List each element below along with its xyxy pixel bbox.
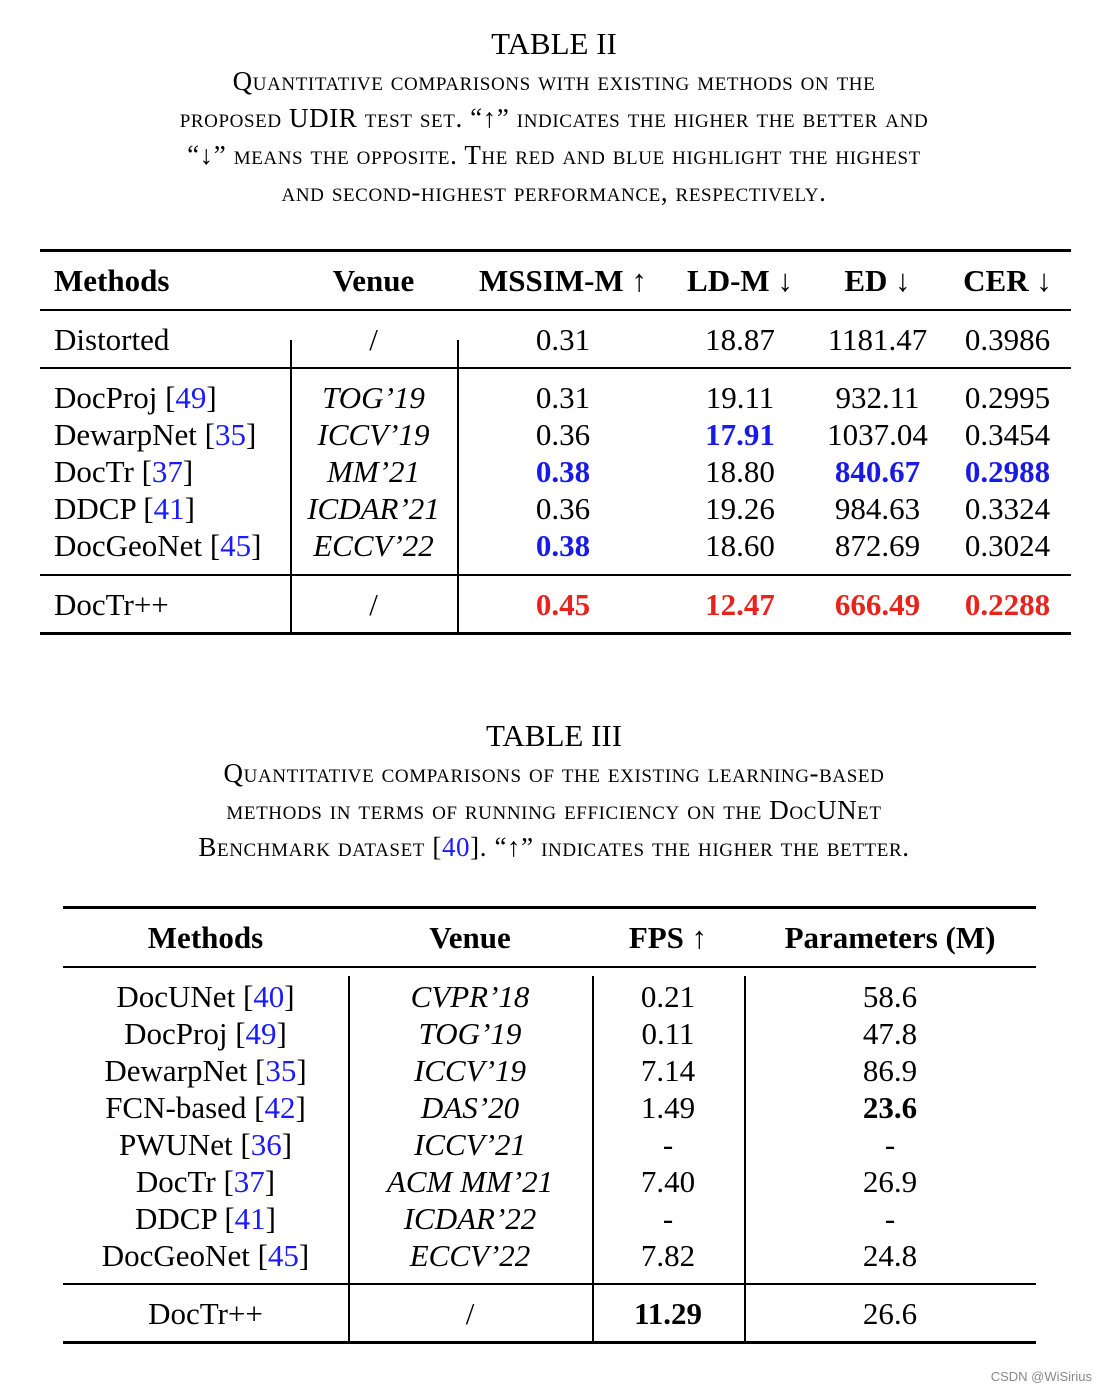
citation-link[interactable]: 40 <box>441 832 471 862</box>
table2-method: DDCP [41] <box>54 491 195 526</box>
table2-mssim: 0.31 <box>535 380 591 415</box>
table2-ld-second: 17.91 <box>705 417 775 452</box>
table3-params: - <box>884 1201 896 1236</box>
table3-header-params: Parameters (M) <box>784 920 996 955</box>
table2-cer: 0.3024 <box>964 528 1051 563</box>
table3-venue: ICCV’19 <box>414 1053 526 1088</box>
table3-header-venue: Venue <box>429 920 511 955</box>
table2-cer-second: 0.2988 <box>964 454 1051 489</box>
citation-link[interactable]: 37 <box>151 454 183 489</box>
table3-caption-line: Quantitative comparisons of the existing learning-based <box>223 758 885 788</box>
citation-link[interactable]: 45 <box>267 1238 299 1273</box>
table2-caption-line: and second-highest performance, respectively. <box>281 177 827 207</box>
table2-cer: 0.3454 <box>964 417 1051 452</box>
table2-method-name: DDCP <box>54 491 136 526</box>
table3-caption <box>0 755 1108 866</box>
table2-caption-line: proposed UDIR test set. “↑” indicates the higher the better and <box>179 103 929 133</box>
table3-caption-line: methods in terms of running efficiency on the DocUNet <box>226 795 882 825</box>
table3-method: DocProj [49] <box>124 1016 287 1051</box>
table3-caption-line <box>0 829 1108 866</box>
table3-params: 24.8 <box>862 1238 918 1273</box>
table2-method-name: DocProj <box>54 380 158 415</box>
table3-params: 86.9 <box>862 1053 918 1088</box>
table2-cer-best: 0.2288 <box>964 587 1051 622</box>
citation-link[interactable]: 40 <box>253 979 285 1014</box>
watermark: CSDN @WiSirius <box>990 1369 1092 1384</box>
table3-method: DocUNet [40] <box>116 979 295 1014</box>
table2-venue: ICDAR’21 <box>307 491 440 526</box>
table2-header-ld: LD-M ↓ <box>687 263 793 298</box>
table3-method-name: DewarpNet <box>104 1053 248 1088</box>
table2-venue: TOG’19 <box>322 380 425 415</box>
table3-fps-best: 11.29 <box>633 1296 703 1331</box>
table3-header-methods: Methods <box>147 920 264 955</box>
table2-method-name: DocGeoNet <box>54 528 203 563</box>
table3-header-fps: FPS ↑ <box>628 920 708 955</box>
table2-ed-second: 840.67 <box>834 454 921 489</box>
table3-method: FCN-based [42] <box>105 1090 306 1125</box>
table2-caption-line: Quantitative comparisons with existing methods on the <box>232 66 876 96</box>
table2-vrule <box>457 340 459 634</box>
table2-header-methods: Methods <box>54 263 170 298</box>
citation-link[interactable]: 42 <box>264 1090 296 1125</box>
table3-venue: ICCV’21 <box>414 1127 526 1162</box>
table3-venue: ICDAR’22 <box>403 1201 537 1236</box>
table3-venue: CVPR’18 <box>410 979 530 1014</box>
table3-method: DDCP [41] <box>135 1201 276 1236</box>
table2-header-ed: ED ↓ <box>844 263 911 298</box>
table3-method-name: FCN-based <box>105 1090 247 1125</box>
table2-ed: 1181.47 <box>827 322 928 357</box>
table3-fps: 7.82 <box>640 1238 696 1273</box>
table2-mssim: 0.36 <box>535 417 591 452</box>
table2-ld: 19.26 <box>705 491 775 526</box>
table2-header-venue: Venue <box>332 263 415 298</box>
table2-venue: / <box>369 587 378 622</box>
table2-mssim: 0.36 <box>535 491 591 526</box>
caption-text: ]. “↑” indicates the higher the better. <box>470 832 910 862</box>
citation-link[interactable]: 49 <box>175 380 207 415</box>
table3-top-rule <box>63 906 1036 909</box>
table2-ed: 932.11 <box>835 380 920 415</box>
table2-method: DocProj [49] <box>54 380 217 415</box>
table3-params: 58.6 <box>862 979 918 1014</box>
table2-cer: 0.3986 <box>964 322 1051 357</box>
citation-link[interactable]: 35 <box>214 417 246 452</box>
table2-mssim-second: 0.38 <box>535 528 591 563</box>
table3-venue: TOG’19 <box>418 1016 522 1051</box>
table2-mssim: 0.31 <box>535 322 591 357</box>
caption-text: Benchmark dataset [ <box>198 832 442 862</box>
table2-method-name: DewarpNet <box>54 417 197 452</box>
table2-caption <box>0 63 1108 211</box>
table2-method: Distorted <box>54 322 170 357</box>
table2-mssim-best: 0.45 <box>535 587 591 622</box>
citation-link[interactable]: 36 <box>250 1127 282 1162</box>
table3-params: 47.8 <box>862 1016 918 1051</box>
table3-venue: ACM MM’21 <box>386 1164 554 1199</box>
table2-ld-best: 12.47 <box>705 587 775 622</box>
table3-fps: 0.21 <box>640 979 696 1014</box>
table3-fps: 0.11 <box>641 1016 695 1051</box>
table2-bottom-rule <box>40 632 1071 635</box>
table3-params: - <box>884 1127 896 1162</box>
table3-method: DocGeoNet [45] <box>101 1238 310 1273</box>
table3-method-name: DDCP <box>135 1201 217 1236</box>
table2-method: DocGeoNet [45] <box>54 528 262 563</box>
table2-ed: 872.69 <box>834 528 921 563</box>
table2-ed-best: 666.49 <box>834 587 921 622</box>
table3-venue: / <box>465 1296 475 1331</box>
table3-method: DewarpNet [35] <box>104 1053 307 1088</box>
table3-params: 26.9 <box>862 1164 918 1199</box>
table2-ours-rule <box>40 574 1071 576</box>
table2-method: DocTr++ <box>54 587 169 622</box>
table2-caption-line: “↓” means the opposite. The red and blue highlight the highest <box>187 140 921 170</box>
table2-ld: 18.60 <box>705 528 775 563</box>
table2-venue: / <box>369 322 378 357</box>
table2-method: DewarpNet [35] <box>54 417 257 452</box>
table2-venue: ECCV’22 <box>313 528 434 563</box>
citation-link[interactable]: 35 <box>265 1053 297 1088</box>
table3-fps: - <box>662 1201 674 1236</box>
table3-method-name: DocUNet <box>116 979 236 1014</box>
table3-header-rule <box>63 966 1036 968</box>
table2-ld: 18.87 <box>705 322 775 357</box>
table2-ed: 1037.04 <box>827 417 928 452</box>
table2-ld: 19.11 <box>705 380 775 415</box>
table3-method-name: PWUNet <box>118 1127 233 1162</box>
table3-fps: 1.49 <box>640 1090 696 1125</box>
table3-method-name: DocTr <box>135 1164 216 1199</box>
table3-fps: 7.40 <box>640 1164 696 1199</box>
table2-mssim-second: 0.38 <box>535 454 591 489</box>
table2-cer: 0.2995 <box>964 380 1051 415</box>
table3-venue: DAS’20 <box>420 1090 520 1125</box>
table2-distorted-rule <box>40 367 1071 369</box>
table2-method-name: DocTr <box>54 454 134 489</box>
table2-venue: MM’21 <box>327 454 420 489</box>
table3-fps: - <box>662 1127 674 1162</box>
table3-fps: 7.14 <box>640 1053 696 1088</box>
table2-ld: 18.80 <box>705 454 775 489</box>
table3-method-name: DocProj <box>124 1016 228 1051</box>
table3-title: TABLE III <box>485 718 623 753</box>
table3-method: DocTr++ <box>148 1296 263 1331</box>
table3-bottom-rule <box>63 1341 1036 1344</box>
table2-top-rule <box>40 249 1071 252</box>
table2-header-cer: CER ↓ <box>963 263 1052 298</box>
table2-cer: 0.3324 <box>964 491 1051 526</box>
table3-params: 26.6 <box>862 1296 918 1331</box>
table3-venue: ECCV’22 <box>409 1238 531 1273</box>
table3-method: DocTr [37] <box>135 1164 276 1199</box>
table3-method-name: DocGeoNet <box>101 1238 250 1273</box>
citation-link[interactable]: 49 <box>245 1016 277 1051</box>
table3-method: PWUNet [36] <box>118 1127 293 1162</box>
table2-method: DocTr [37] <box>54 454 194 489</box>
table3-ours-rule <box>63 1283 1036 1285</box>
citation-link[interactable]: 37 <box>233 1164 265 1199</box>
citation-link[interactable]: 45 <box>220 528 252 563</box>
table2-header-rule <box>40 309 1071 311</box>
citation-link[interactable]: 41 <box>153 491 185 526</box>
table2-ed: 984.63 <box>834 491 921 526</box>
citation-link[interactable]: 41 <box>234 1201 266 1236</box>
table2-header-mssim: MSSIM-M ↑ <box>479 263 647 298</box>
table3-params-best: 23.6 <box>862 1090 918 1125</box>
table2-title: TABLE II <box>491 26 617 61</box>
table2-venue: ICCV’19 <box>317 417 430 452</box>
